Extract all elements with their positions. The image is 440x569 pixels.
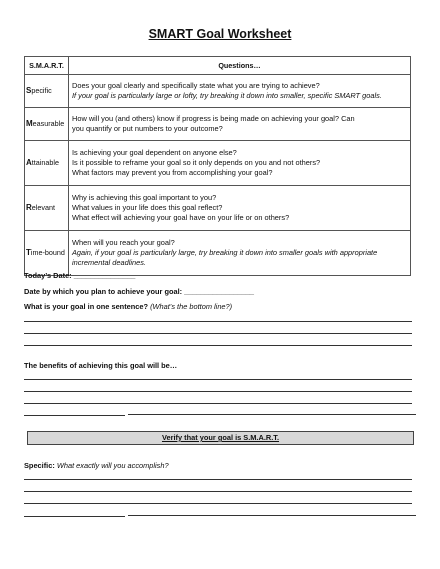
- smart-term: [25, 186, 69, 231]
- question-line: What factors may prevent you from accomplishing your goal?: [72, 168, 273, 177]
- question-line: If your goal is particularly large or lofty, try breaking it down into smaller, specific SMART goals.: [72, 91, 382, 100]
- todays-date-label: Today’s Date: _______________: [24, 271, 136, 280]
- table-row: [25, 108, 411, 141]
- writing-line[interactable]: [24, 333, 412, 334]
- specific-hint: What exactly will you accomplish?: [56, 461, 169, 470]
- question-line: Is achieving your goal dependent on anyone else?: [72, 148, 237, 157]
- question-line: Again, if your goal is particularly large, try breaking it down into smaller goals with appropriate: [72, 248, 378, 257]
- smart-questions: [69, 108, 411, 141]
- table-row: [25, 75, 411, 108]
- smart-table-body: [25, 75, 411, 276]
- specific-label-row: [24, 461, 169, 470]
- verify-banner-text: Verify that your goal is S.M.A.R.T.: [161, 433, 280, 442]
- smart-term-rest: easurable: [32, 119, 65, 128]
- smart-letter: M: [26, 119, 33, 128]
- smart-term: [25, 231, 69, 276]
- goal-sentence-text: What is your goal in one sentence?: [24, 302, 149, 311]
- writing-line[interactable]: [24, 379, 412, 380]
- writing-line[interactable]: [128, 515, 416, 516]
- smart-term: [25, 75, 69, 108]
- smart-letter: T: [26, 248, 31, 257]
- question-line: incremental deadlines.: [72, 258, 146, 267]
- question-line: What values in your life does this goal reflect?: [72, 203, 223, 212]
- writing-line[interactable]: [24, 516, 125, 517]
- question-line: Why is achieving this goal important to you?: [72, 193, 217, 202]
- table-row: [25, 231, 411, 276]
- smart-term-rest: elevant: [31, 203, 55, 212]
- header-questions: Questions…: [69, 57, 411, 75]
- question-line: When will you reach your goal?: [72, 238, 175, 247]
- table-header-row: [25, 57, 411, 75]
- question-line: Is it possible to reframe your goal so it only depends on you and not others?: [72, 158, 321, 167]
- goal-sentence-hint: (What’s the bottom line?): [150, 302, 233, 311]
- smart-term: [25, 141, 69, 186]
- table-row: [25, 186, 411, 231]
- smart-questions: [69, 231, 411, 276]
- question-line: How will you (and others) know if progress is being made on achieving your goal? Can: [72, 114, 355, 123]
- writing-line[interactable]: [24, 403, 412, 404]
- smart-letter: R: [26, 203, 32, 212]
- smart-term-rest: ime-bound: [30, 248, 65, 257]
- smart-term-rest: pecific: [31, 86, 52, 95]
- writing-line[interactable]: [24, 391, 412, 392]
- writing-line[interactable]: [24, 415, 125, 416]
- writing-line[interactable]: [24, 491, 412, 492]
- smart-term-rest: ttainable: [31, 158, 59, 167]
- date-plan-label: Date by which you plan to achieve your goal: _________________: [24, 287, 255, 296]
- goal-sentence-label: [24, 302, 232, 311]
- writing-line[interactable]: [24, 345, 412, 346]
- writing-line[interactable]: [128, 414, 416, 415]
- header-smart: S.M.A.R.T.: [25, 57, 69, 75]
- smart-questions: [69, 141, 411, 186]
- writing-line[interactable]: [24, 503, 412, 504]
- smart-term: [25, 108, 69, 141]
- question-line: Does your goal clearly and specifically state what you are trying to achieve?: [72, 81, 320, 90]
- specific-label: Specific:: [24, 461, 55, 470]
- benefits-label: The benefits of achieving this goal will be…: [24, 361, 178, 370]
- page-title: SMART Goal Worksheet: [148, 27, 292, 41]
- smart-questions: [69, 186, 411, 231]
- table-row: [25, 141, 411, 186]
- smart-questions: [69, 75, 411, 108]
- writing-line[interactable]: [24, 321, 412, 322]
- verify-banner: [27, 431, 414, 445]
- question-line: you quantify or put numbers to your outcome?: [72, 124, 223, 133]
- smart-letter: S: [26, 86, 32, 95]
- smart-table: [24, 56, 411, 276]
- writing-line[interactable]: [24, 479, 412, 480]
- smart-letter: A: [26, 158, 32, 167]
- question-line: What effect will achieving your goal have on your life or on others?: [72, 213, 290, 222]
